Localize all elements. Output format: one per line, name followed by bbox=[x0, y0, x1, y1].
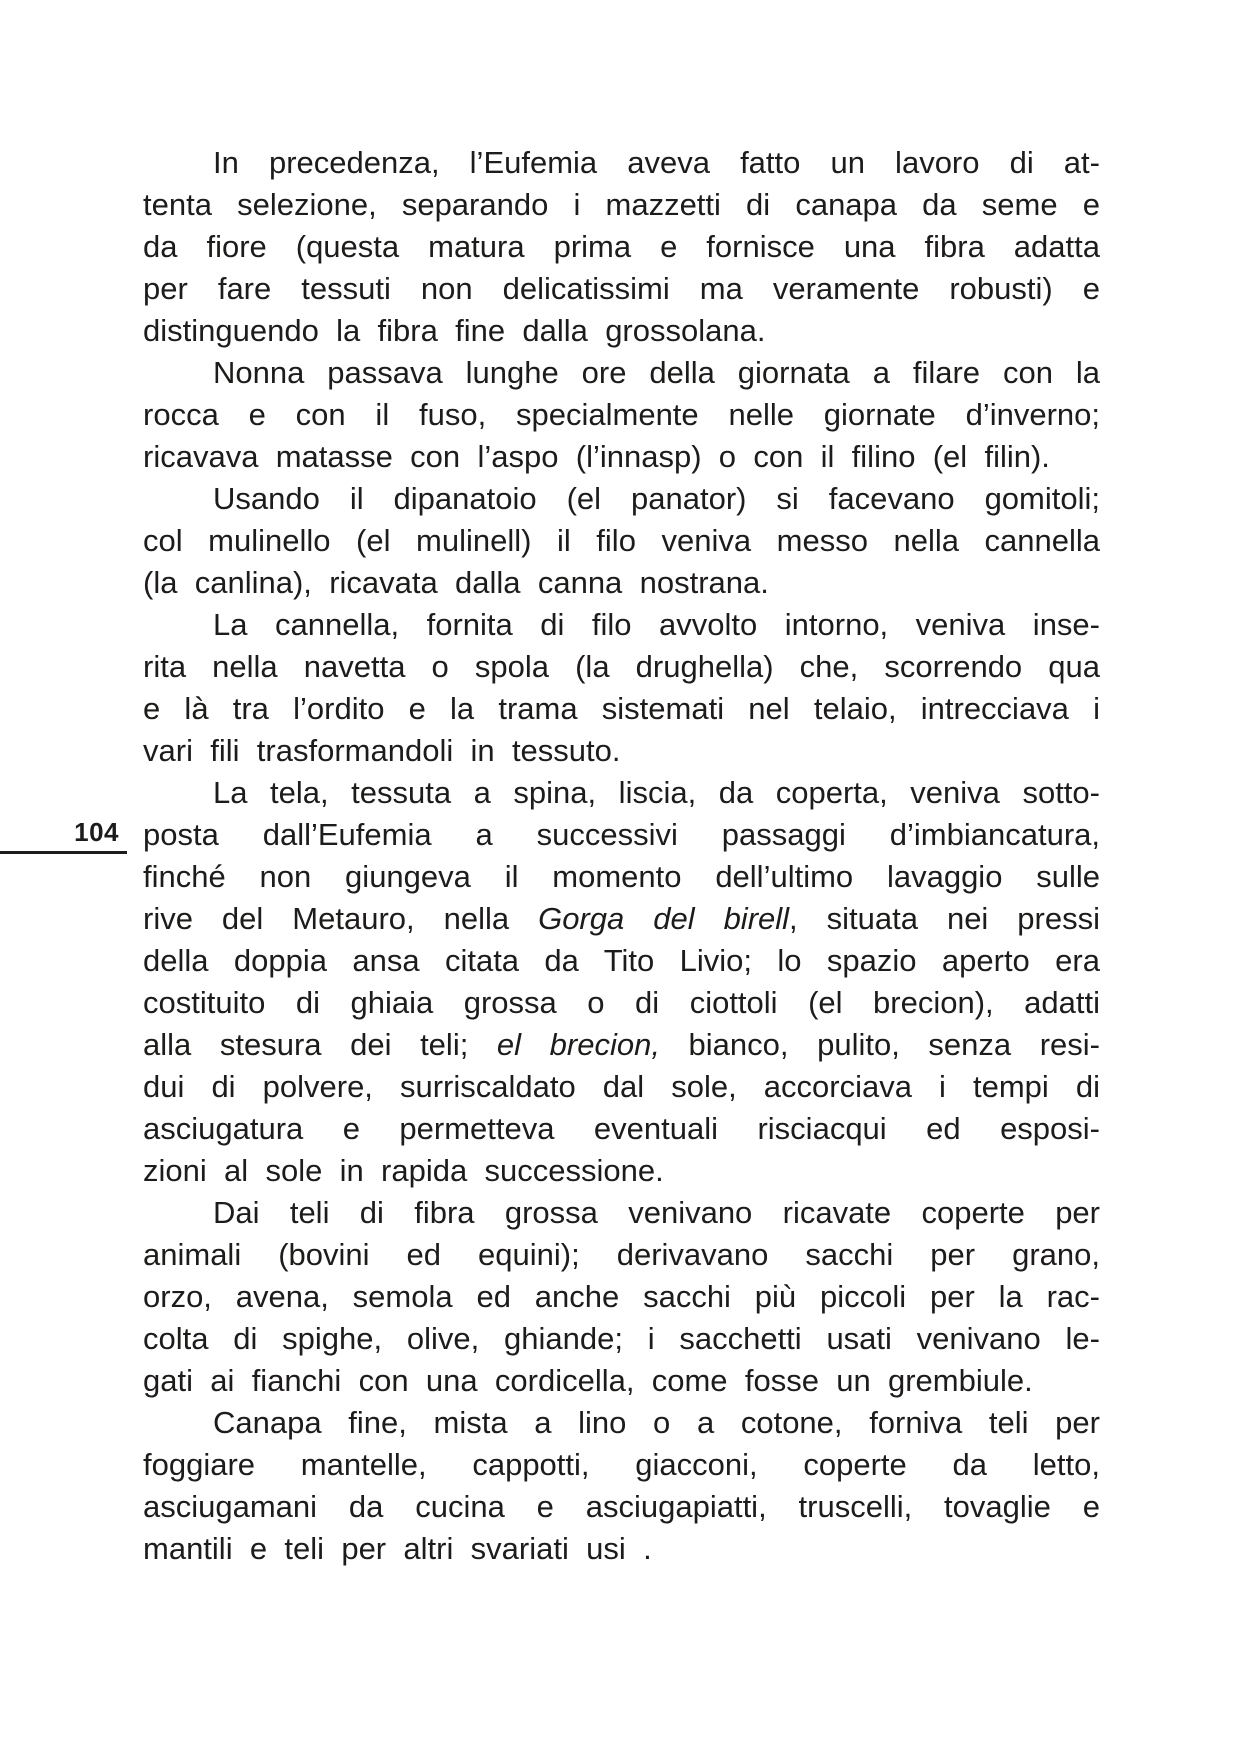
paragraph bbox=[143, 604, 1100, 772]
text-segment: tenta selezione, separando i mazzetti di canapa da seme e bbox=[143, 187, 1100, 222]
text-segment: In precedenza, l’Eufemia aveva fatto un lavoro di at- bbox=[213, 145, 1100, 180]
page-number: 104 bbox=[74, 817, 119, 847]
text-line bbox=[143, 940, 1100, 982]
text-segment: La cannella, fornita di filo avvolto intorno, veniva inse- bbox=[213, 607, 1100, 642]
text-line bbox=[143, 1444, 1100, 1486]
paragraph bbox=[143, 142, 1100, 352]
text-line bbox=[143, 478, 1100, 520]
text-segment: animali (bovini ed equini); derivavano sacchi per grano, bbox=[143, 1237, 1100, 1272]
text-line bbox=[143, 898, 1100, 940]
paragraph bbox=[143, 1192, 1100, 1402]
page-number-rule bbox=[0, 851, 127, 854]
text-segment: gati ai fianchi con una cordicella, come fosse un grembiule. bbox=[143, 1363, 1033, 1398]
paragraph bbox=[143, 478, 1100, 604]
text-segment: asciugatura e permetteva eventuali risciacqui ed esposi- bbox=[143, 1111, 1100, 1146]
text-segment: mantili e teli per altri svariati usi . bbox=[143, 1531, 652, 1566]
text-line bbox=[143, 184, 1100, 226]
text-segment: bianco, pulito, senza resi- bbox=[659, 1027, 1101, 1062]
text-line bbox=[143, 1402, 1100, 1444]
text-line bbox=[143, 814, 1100, 856]
text-segment: ricavava matasse con l’aspo (l’innasp) o con il filino (el filin). bbox=[143, 439, 1050, 474]
text-segment: dui di polvere, surriscaldato dal sole, accorciava i tempi di bbox=[143, 1069, 1100, 1104]
text-segment: da fiore (questa matura prima e fornisce una fibra adatta bbox=[143, 229, 1100, 264]
text-segment: rocca e con il fuso, specialmente nelle giornate d’inverno; bbox=[143, 397, 1100, 432]
text-line bbox=[143, 520, 1100, 562]
text-segment: finché non giungeva il momento dell’ultimo lavaggio sulle bbox=[143, 859, 1100, 894]
text-segment: della doppia ansa citata da Tito Livio; lo spazio aperto era bbox=[143, 943, 1100, 978]
paragraph bbox=[143, 1402, 1100, 1570]
text-line bbox=[143, 352, 1100, 394]
italic-text-segment: Gorga del birell bbox=[538, 901, 790, 936]
text-segment: , situata nei pressi bbox=[789, 901, 1100, 936]
text-line bbox=[143, 394, 1100, 436]
text-line bbox=[143, 142, 1100, 184]
text-line bbox=[143, 772, 1100, 814]
text-segment: Nonna passava lunghe ore della giornata a filare con la bbox=[213, 355, 1100, 390]
text-segment: colta di spighe, olive, ghiande; i sacchetti usati venivano le- bbox=[143, 1321, 1100, 1356]
text-segment: alla stesura dei teli; bbox=[143, 1027, 497, 1062]
text-line bbox=[143, 646, 1100, 688]
text-segment: La tela, tessuta a spina, liscia, da coperta, veniva sotto- bbox=[213, 775, 1100, 810]
text-segment: asciugamani da cucina e asciugapiatti, truscelli, tovaglie e bbox=[143, 1489, 1100, 1524]
text-segment: distinguendo la fibra fine dalla grossolana. bbox=[143, 313, 766, 348]
italic-text-segment: el brecion, bbox=[496, 1027, 660, 1062]
text-segment: per fare tessuti non delicatissimi ma veramente robusti) e bbox=[143, 271, 1100, 306]
text-line bbox=[143, 1108, 1100, 1150]
text-line bbox=[143, 562, 1100, 604]
text-segment: vari fili trasformandoli in tessuto. bbox=[143, 733, 621, 768]
text-block bbox=[143, 142, 1100, 1570]
text-line bbox=[143, 436, 1100, 478]
paragraph bbox=[143, 772, 1100, 1192]
text-segment: Canapa fine, mista a lino o a cotone, forniva teli per bbox=[213, 1405, 1100, 1440]
text-line bbox=[143, 268, 1100, 310]
text-segment: (la canlina), ricavata dalla canna nostrana. bbox=[143, 565, 769, 600]
text-segment: posta dall’Eufemia a successivi passaggi d’imbiancatura, bbox=[143, 817, 1100, 852]
text-segment: zioni al sole in rapida successione. bbox=[143, 1153, 664, 1188]
text-line bbox=[143, 226, 1100, 268]
text-line bbox=[143, 730, 1100, 772]
text-line bbox=[143, 1066, 1100, 1108]
text-segment: orzo, avena, semola ed anche sacchi più piccoli per la rac- bbox=[143, 1279, 1100, 1314]
text-line bbox=[143, 310, 1100, 352]
text-line bbox=[143, 1234, 1100, 1276]
text-segment: rive del Metauro, nella bbox=[143, 901, 539, 936]
text-segment: Usando il dipanatoio (el panator) si facevano gomitoli; bbox=[213, 481, 1100, 516]
text-line bbox=[143, 1360, 1100, 1402]
text-segment: rita nella navetta o spola (la drughella) che, scorrendo qua bbox=[143, 649, 1100, 684]
text-line bbox=[143, 982, 1100, 1024]
text-line bbox=[143, 1192, 1100, 1234]
text-line bbox=[143, 1318, 1100, 1360]
text-line bbox=[143, 1150, 1100, 1192]
text-line bbox=[143, 856, 1100, 898]
text-line bbox=[143, 1486, 1100, 1528]
text-line bbox=[143, 604, 1100, 646]
text-segment: Dai teli di fibra grossa venivano ricavate coperte per bbox=[213, 1195, 1100, 1230]
paragraph bbox=[143, 352, 1100, 478]
text-segment: e là tra l’ordito e la trama sistemati nel telaio, intrecciava i bbox=[143, 691, 1100, 726]
text-line bbox=[143, 1024, 1100, 1066]
text-segment: col mulinello (el mulinell) il filo veniva messo nella cannella bbox=[143, 523, 1100, 558]
text-line bbox=[143, 688, 1100, 730]
text-line bbox=[143, 1528, 1100, 1570]
text-segment: costituito di ghiaia grossa o di ciottoli (el brecion), adatti bbox=[143, 985, 1100, 1020]
text-segment: foggiare mantelle, cappotti, giacconi, coperte da letto, bbox=[143, 1447, 1100, 1482]
text-line bbox=[143, 1276, 1100, 1318]
